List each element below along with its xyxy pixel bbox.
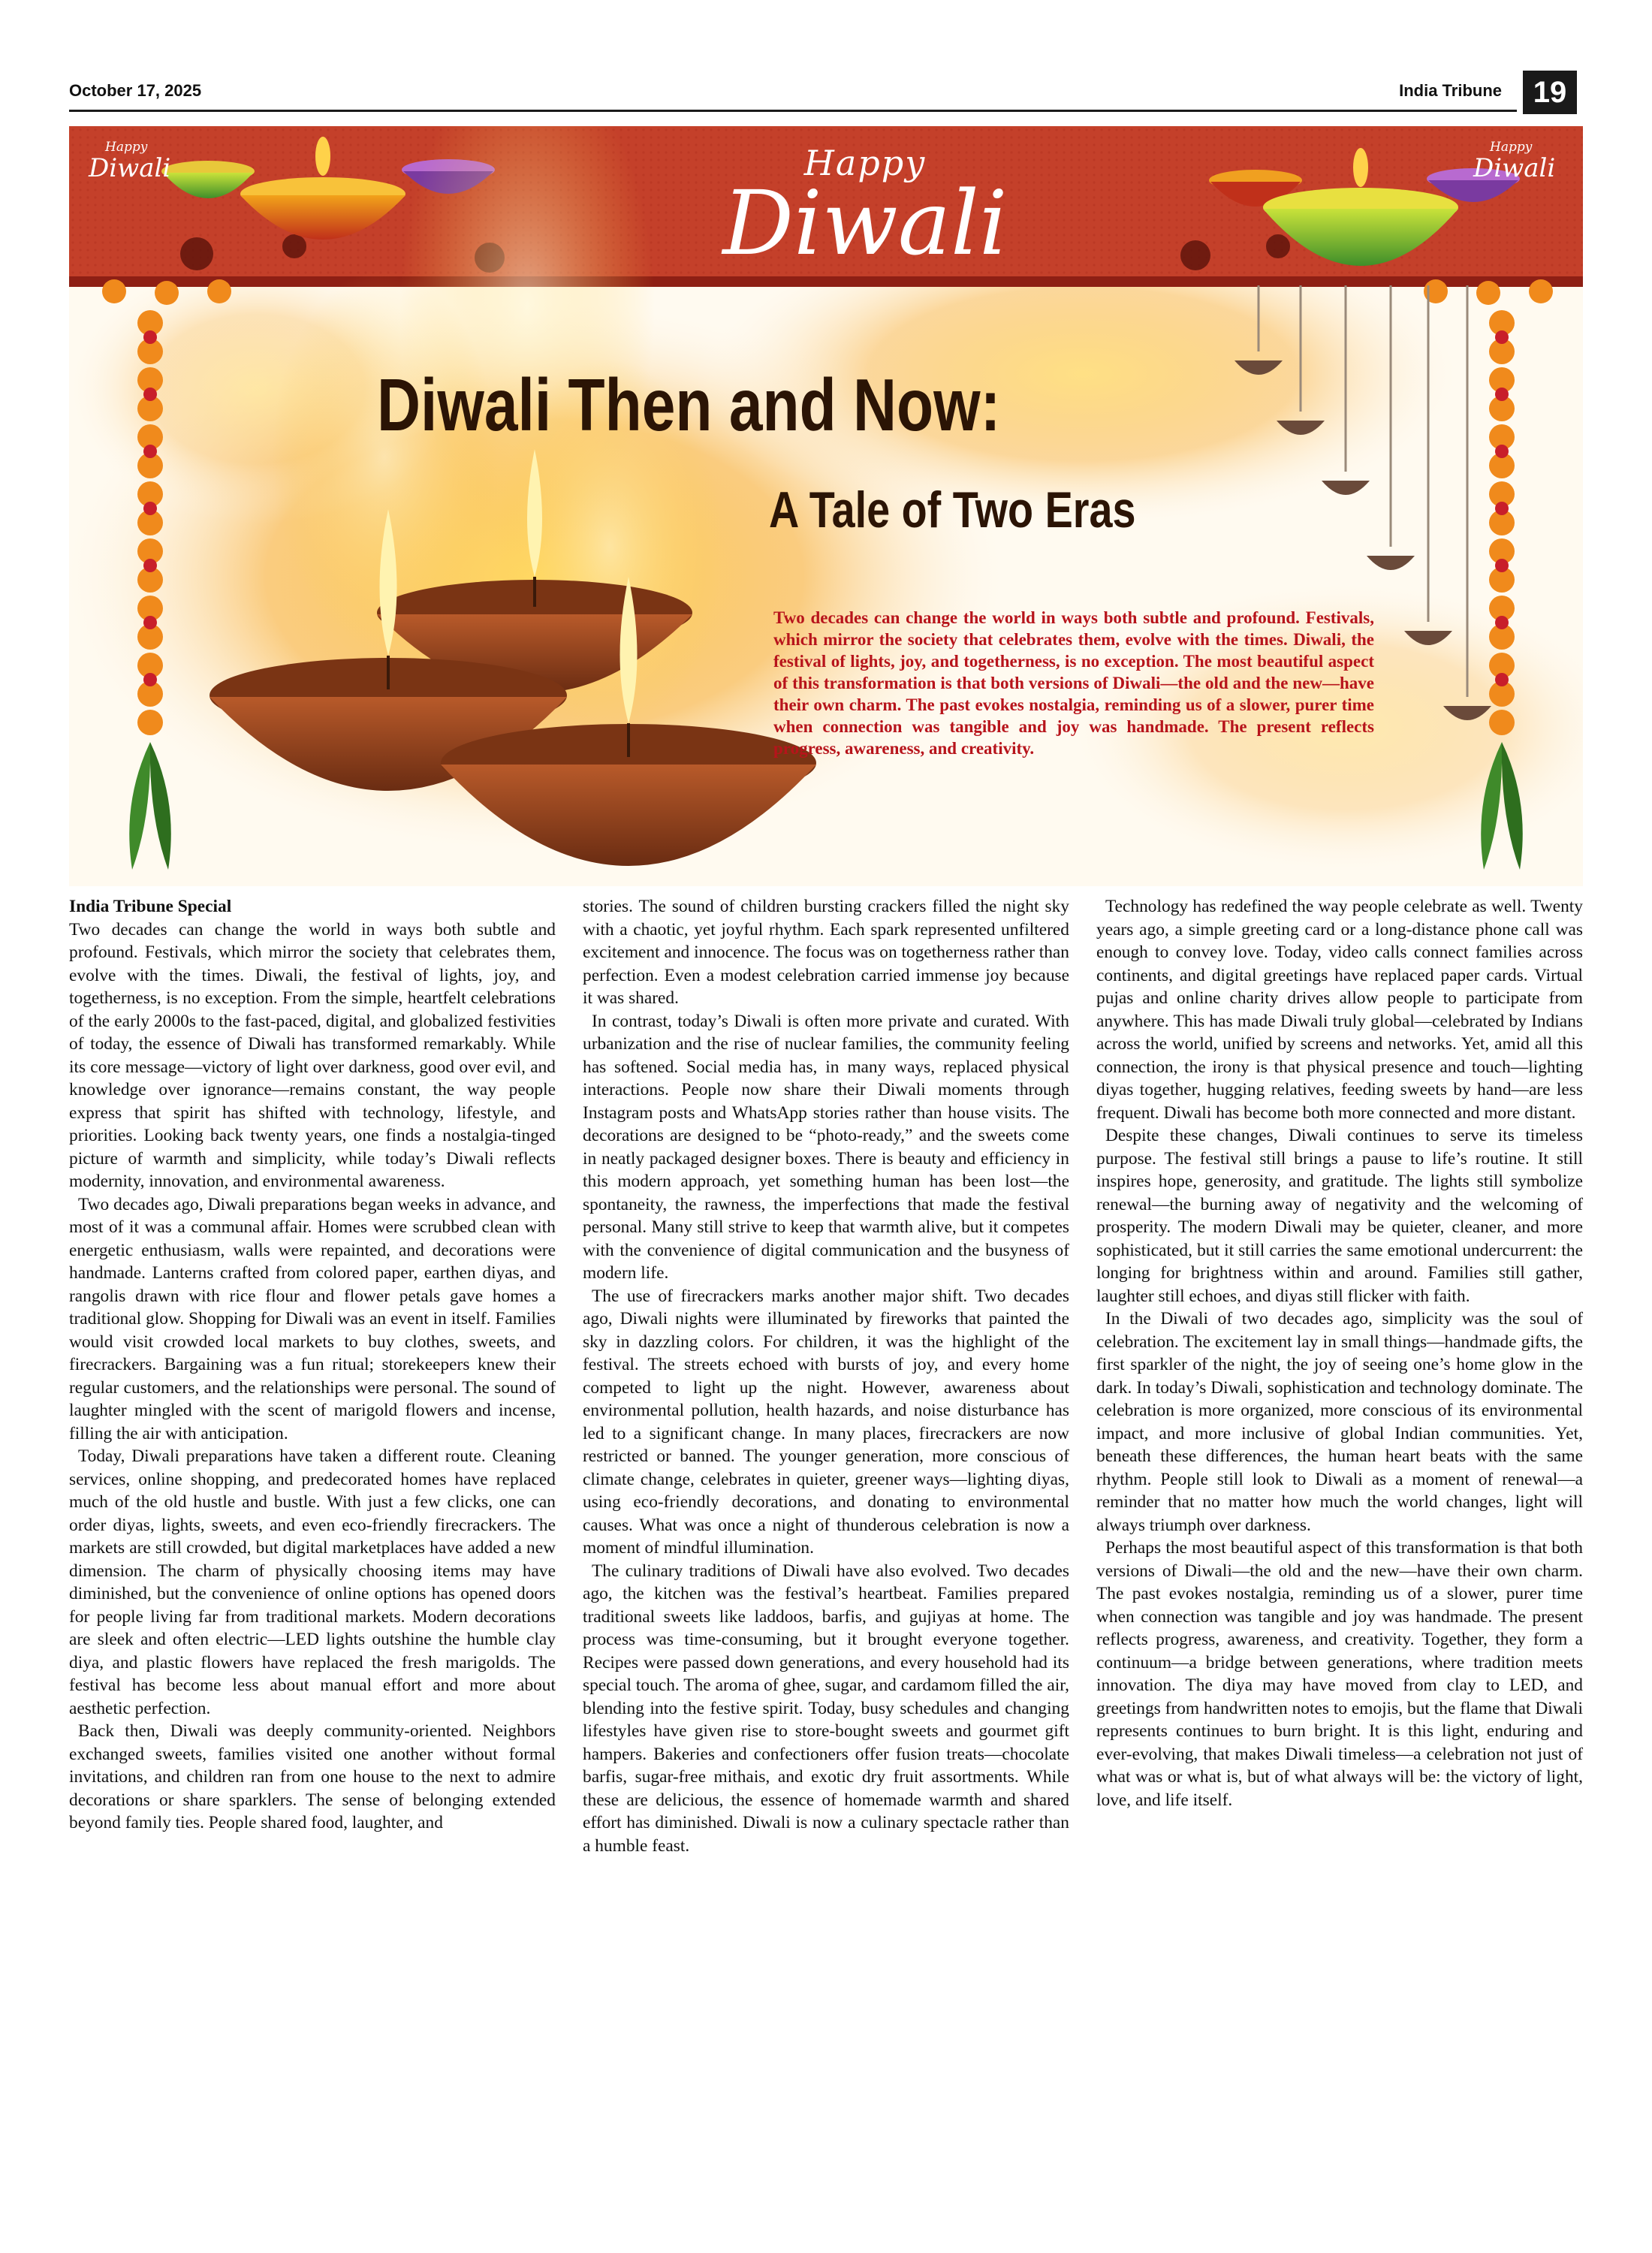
paragraph: The culinary traditions of Diwali have also evolved. Two decades ago, the kitchen was the festival’s heartbeat. Families prepared traditional sweets like laddoos, barfis, and gujiyas at home. The process was time-consuming, but it brought everyone together. Recipes were passed down generations, and every household had its special touch. The aroma of ghee, sugar, and cardamom filled the air, blending into the festive spirit. Today, busy schedules and changing lifestyles have given rise to store-bought sweets and gourmet gift hampers. Bakeries and confectioners offer fusion treats—chocolate barfis, sugar-free mithais, and exotic dry fruit assortments. While these are delicious, the essence of homemade warmth and shared effort has diminished. Diwali is now a culinary spectacle rather than a humble feast. <box>583 1561 1069 1856</box>
column-3 <box>1096 895 1583 1811</box>
greeting-small-right: Happy <box>1490 140 1533 155</box>
article-subtitle: A Tale of Two Eras <box>769 481 1136 538</box>
brand-big: Diwali <box>722 171 1008 275</box>
paragraph: In the Diwali of two decades ago, simplicity was the soul of celebration. The excitement lay in small things—handmade gifts, the first sparkler of the night, the joy of seeing one’s home glow in the dark. In today’s Diwali, sophistication and technology dominate. The celebration is more organized, more conscious of its environmental impact, and more inclusive of global Indian communities. Yet, beneath these differences, the human heart beats with the same rhythm. People still look to Diwali as a moment of renewal—a reminder that no matter how much the world changes, light will always triumph over darkness. <box>1096 1309 1583 1535</box>
brand-small-right: Diwali <box>1473 153 1556 183</box>
paragraph: Perhaps the most beautiful aspect of this transformation is that both versions of Diwali—the old and the new—have their own charm. The past evokes nostalgia, reminding us of a slower, purer time when connection was tangible and joy was handmade. The present reflects progress, awareness, and creativity. Together, they form a continuum—a bridge between generations, where tradition meets innovation. The diya may have moved from clay to LED, and greetings from handwritten notes to emojis, but the flame that Diwali represents continues to burn bright. It is this light, enduring and ever-evolving, that makes Diwali timeless—a celebration not just of what was or what is, but of what always will be: the victory of light, love, and life itself. <box>1096 1538 1583 1810</box>
paragraph: In contrast, today’s Diwali is often more private and curated. With urbanization and the rise of nuclear families, the community feeling has softened. Social media has, in many ways, replaced physical interactions. People now share their Diwali moments through Instagram posts and WhatsApp stories rather than house visits. The decorations are designed to be “photo-ready,” and the sweets come in neatly packaged designer boxes. There is beauty and efficiency in this modern approach, yet something human has been lost—the spontaneity, the rawness, the imperfections that made the festival personal. Many still strive to keep that warmth alive, but it competes with the convenience of digital communication and the busyness of modern life. <box>583 1011 1069 1283</box>
column-1 <box>69 895 556 1835</box>
hero-banner <box>69 126 1583 886</box>
page-number: 19 <box>1523 71 1577 114</box>
paragraph: Back then, Diwali was deeply community-oriented. Neighbors exchanged sweets, families visited one another without formal invitations, and children ran from one house to the next to admire decorations or share sparklers. The sense of belonging extended beyond family ties. People shared food, laughter, and <box>69 1721 556 1832</box>
paragraph: Today, Diwali preparations have taken a different route. Cleaning services, online shopping, and predecorated homes have replaced much of the old hustle and bustle. With just a few clicks, one can order diyas, lights, sweets, and even eco-friendly firecrackers. The markets are still crowded, but digital marketplaces have added a new dimension. The charm of physically choosing items may have diminished, but the convenience of online options has opened doors for people living far from traditional markets. Modern decorations are sleek and often electric—LED lights outshine the humble clay diya, and plastic flowers have replaced the fresh marigolds. The festival has become less about manual effort and more about aesthetic perfection. <box>69 1446 556 1718</box>
page-header <box>0 0 1652 120</box>
brand-logo-center <box>655 143 1075 275</box>
paragraph: Two decades can change the world in ways both subtle and profound. Festivals, which mirror the society that celebrates them, evolve with the times. Diwali, the festival of lights, joy, and togetherness, is no exception. From the simple, heartfelt celebrations of the early 2000s to the fast-paced, digital, and globalized festivities of today, the essence of Diwali has transformed remarkably. While its core message—victory of light over darkness, good over evil, and knowledge over ignorance—remains constant, the way people express that spirit has shifted with technology, lifestyle, and priorities. Looking back twenty years, one finds a nostalgia-tinged picture of warmth and simplicity, while today’s Diwali reflects modernity, innovation, and environmental awareness. <box>69 919 556 1191</box>
header-rule <box>69 110 1517 112</box>
issue-date: October 17, 2025 <box>69 81 202 100</box>
paragraph: stories. The sound of children bursting crackers filled the night sky with a chaotic, yet joyful rhythm. Each spark represented unfiltered excitement and innocence. The focus was on togetherness rather than perfection. Even a modest celebration carried immense joy because it was shared. <box>583 897 1069 1008</box>
paragraph: Despite these changes, Diwali continues to serve its timeless purpose. The festival still brings a pause to life’s routine. It still inspires hope, generosity, and gratitude. The lights still symbolize renewal—the burning away of negativity and the welcoming of prosperity. The modern Diwali may be quieter, cleaner, and more sophisticated, but it still carries the same emotional undercurrent: the longing for brightness within and around. Families still gather, laughter still echoes, and diyas still flicker with faith. <box>1096 1126 1583 1306</box>
article-body <box>69 895 1583 2232</box>
paragraph: The use of firecrackers marks another major shift. Two decades ago, Diwali nights were illuminated by fireworks that painted the sky in dazzling colors. For children, it was the highlight of the festival. The streets echoed with bursts of joy, and every home competed to light up the night. However, awareness about environmental pollution, health hazards, and noise disturbance has led to a significant change. In many places, firecrackers are now restricted or banned. The younger generation, more conscious of climate change, celebrates in quieter, greener ways—lighting diyas, using eco-friendly decorations, and donating to environmental causes. What was once a night of thunderous celebration is now a moment of mindful illumination. <box>583 1286 1069 1558</box>
brand-logo-right <box>1473 141 1555 181</box>
column-2 <box>583 895 1069 1857</box>
brand-logo-left <box>89 141 170 181</box>
paragraph: Technology has redefined the way people celebrate as well. Twenty years ago, a simple greeting card or a long-distance phone call was enough to convey love. Today, video calls connect families across continents, and digital greetings have replaced paper cards. Virtual pujas and online charity drives allow people to participate from anywhere. This has made Diwali truly global—celebrated by Indians across the world, unified by screens and networks. Yet, amid all this connection, the irony is that physical presence and touch—lighting diyas together, hugging relatives, feeding sweets by hand—are less frequent. Diwali has become both more connected and more distant. <box>1096 897 1583 1123</box>
paragraph: Two decades ago, Diwali preparations began weeks in advance, and most of it was a communal affair. Homes were scrubbed clean with energetic enthusiasm, walls were repainted, and decorations were handmade. Lanterns crafted from colored paper, earthen diyas, and rangolis drawn with rice flour and flower petals gave homes a traditional glow. Shopping for Diwali was an event in itself. Families would visit crowded local markets to buy clothes, sweets, and firecrackers. Bargaining was a fun ritual; storekeepers knew their regular customers, and the relationships were personal. The sound of laughter mingled with the scent of marigold flowers and incense, filling the air with anticipation. <box>69 1194 556 1443</box>
greeting-small-left: Happy <box>105 140 148 155</box>
article-intro: Two decades can change the world in ways both subtle and profound. Festivals, which mirror the society that celebrates them, evolve with the times. Diwali, the festival of lights, joy, and togetherness, is no exception. The most beautiful aspect of this transformation is that both versions of Diwali—the old and the new—have their own charm. The past evokes nostalgia, reminding us of a slower, purer time when connection was tangible and joy was handmade. The present reflects progress, awareness, and creativity. <box>773 608 1374 758</box>
byline: India Tribune Special <box>69 897 232 916</box>
brand-small-left: Diwali <box>89 153 171 183</box>
publication-name: India Tribune <box>1399 81 1502 100</box>
article-title: Diwali Then and Now: <box>377 363 1001 446</box>
greeting-big: Happy <box>803 143 927 183</box>
